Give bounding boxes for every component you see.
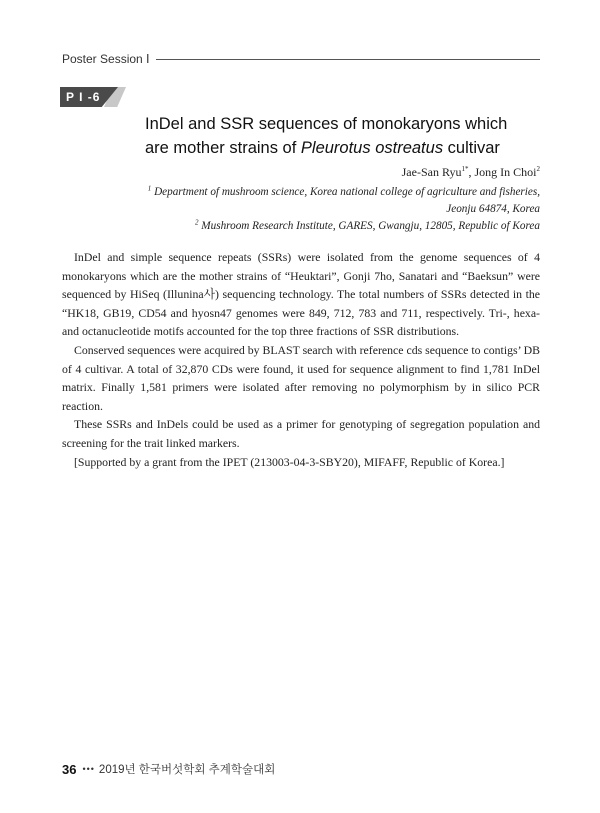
title-line-2-suffix: cultivar [443,139,500,157]
author-2-affil: 2 [536,165,540,173]
affiliation-2-marker: 2 [195,218,199,227]
author-2: Jong In Choi [474,165,537,179]
abstract-body [62,248,540,471]
affiliation-1 [120,184,540,201]
page-number: 36 [62,761,77,777]
acknowledgement: [Supported by a grant from the IPET (213003-04-3-SBY20), MIFAFF, Republic of Korea.] [74,454,505,469]
abstract-paragraph-2: Conserved sequences were acquired by BLAST search with reference cds sequence to contigs’ DB of 4 cultivar. A total of 32,870 CDs were found, it used for sequence alignment to find 1,781 InDel matrix. Finally 1,581 primers were isolated after removing no polymorphism by in silico PCR reaction. [62,342,540,413]
affiliation-1-marker: 1 [147,184,152,193]
title-line-2-prefix: are mother strains of [145,139,301,157]
session-label: Poster Session Ⅰ [62,52,150,66]
session-header [62,50,540,68]
poster-code-badge [60,87,124,107]
affiliation-1-line-1: Department of mushroom science, Korea national college of agriculture and fisheries, [151,186,540,198]
author-list [402,164,540,180]
conference-name: 2019년 한국버섯학회 추계학술대회 [98,764,276,776]
page-footer [62,760,275,778]
abstract-paragraph-3: These SSRs and InDels could be used as a primer for genotyping of segregation population and screening for the trait linked markers. [62,417,540,450]
affiliation-2-line-1: Mushroom Research Institute, GARES, Gwangju, 12805, Republic of Korea [198,220,540,232]
abstract-paragraph-1: InDel and simple sequence repeats (SSRs) were isolated from the genome sequences of 4 monokaryons which are the mother strains of “Heuktari”, Gonji 7ho, Sanatari and “Baeksun” were sequenced by HiSeq (Illunina사) sequencing technology. The total numbers of SSRs detected in the “HK18, GB19, CD54 and hyosn47 genomes were 849, 712, 783 and 711, respectively. Tri-, hexa- and octanucleotide motifs accounted for the top three fractions of SSR distributions. [62,250,540,339]
title-species: Pleurotus ostreatus [300,139,444,157]
title-line-2 [145,136,545,160]
poster-code: P I -6 [66,90,101,104]
affiliation-1-line-2: Jeonju 64874, Korea [446,203,540,215]
article-title [145,112,545,160]
author-separator: , [468,165,475,179]
author-1-affil: 1* [461,165,469,173]
title-line-1: InDel and SSR sequences of monokaryons which [145,115,508,133]
header-rule [156,59,540,60]
affiliations [120,184,540,235]
footer-dots: ••• [82,764,95,774]
affiliation-2 [120,218,540,235]
author-1: Jae-San Ryu [401,165,462,179]
